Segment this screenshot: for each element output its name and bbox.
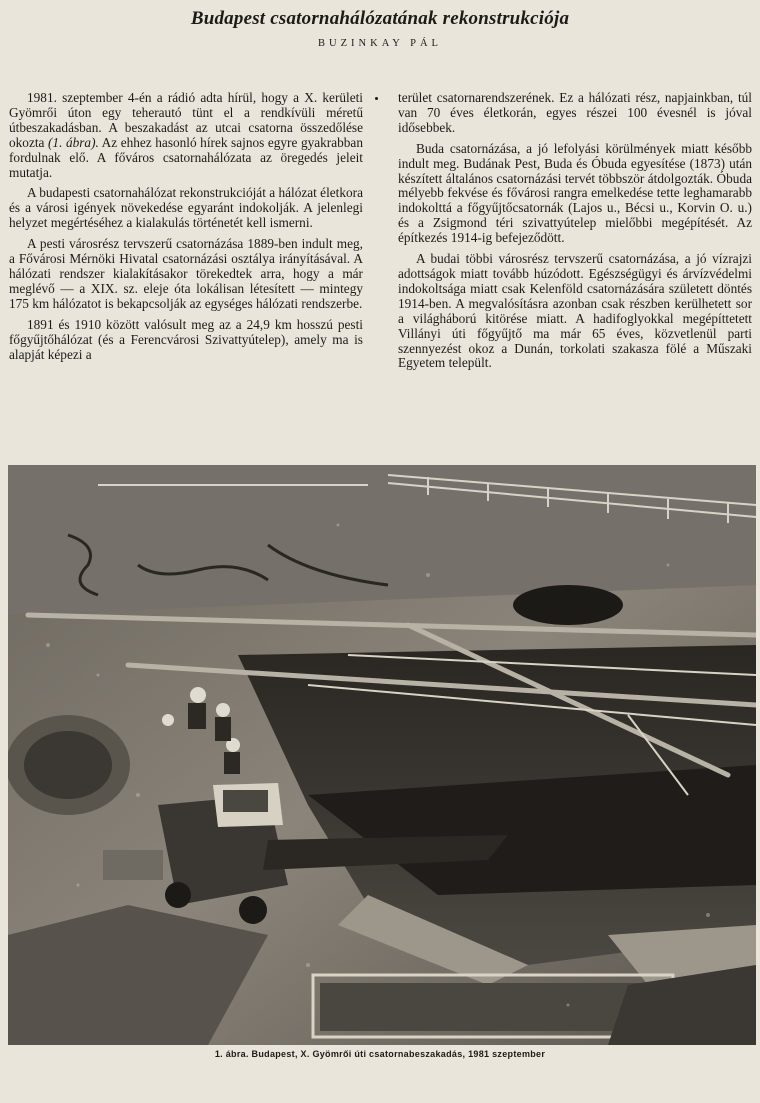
- paragraph: Buda csatornázása, a jó lefolyási körülmények miatt később indult meg. Budának Pest, Buda és Óbuda egyesítése (1873) után készített általános csatornázási tervét többször átdolgozták. Óbuda mélyebb fekvése és fővárosi rangra emelkedése tette leghamarabb indokolttá a főgyűjtőcsatornák (Lajos u., Bécsi u., Korvin O. u.) és a Zsigmond téri szivattyútelep mielőbbi megépítését. Az építkezés 1914-ig befejeződött.: [398, 140, 752, 246]
- figure-caption: 1. ábra. Budapest, X. Gyömrői úti csatornabeszakadás, 1981 szeptember: [214, 1049, 546, 1059]
- paragraph: 1891 és 1910 között valósult meg az a 24,9 km hosszú pesti főgyűjtőhálózat (és a Ferencvárosi Szivattyútelep), amely ma is alapját képezi a: [9, 316, 363, 362]
- left-column: [9, 91, 363, 368]
- right-column: [398, 91, 752, 377]
- road-collapse-photo: [8, 465, 756, 1045]
- paragraph: A pesti városrész tervszerű csatornázása 1889-ben indult meg, a Fővárosi Mérnöki Hivatal csatornázási osztálya irányításával. A hálózati rendszer kialakításakor törekedtek arra, hogy a már meglévő — a XIX. sz. eleje óta lokálisan létesített — mintegy 175 km hálózatot is bekapcsolják az egységes hálózati rendszerbe.: [9, 236, 363, 311]
- article-title: Budapest csatornahálózatának rekonstrukciója: [190, 8, 570, 29]
- paragraph: 1981. szeptember 4-én a rádió adta hírül, hogy a X. kerületi Gyömrői úton egy teherautó tünt el a rendkívüli méretű útbeszakadásban. A beszakadást az utcai csatorna összedőlése okozta (1. ábra). Az ehhez hasonló hírek sajnos egyre gyakrabban fordulnak elő. A főváros csatornahálózata az öregedés jeleit mutatja.: [9, 90, 363, 180]
- paragraph: A budai többi városrész tervszerű csatornázása, a jó vízrajzi adottságok miatt tovább húzódott. Egészségügyi és árvízvédelmi indokoltsága miatt csak Kelenföld csatornázására született döntés 1914-ben. A megvalósításra azonban csak részben kerülhetett sor a világháború kitörése miatt. A hadifoglyokkal megépíttetett Villányi úti főgyűjtő ma már 65 éves, közvetlenül parti szennyezést okoz a Dunán, torkolati szakasza fölé a Műszaki Egyetem települt.: [398, 251, 752, 371]
- article-author: BUZINKAY PÁL: [318, 38, 442, 49]
- paragraph: A budapesti csatornahálózat rekonstrukcióját a hálózat életkora és a városi igények növekedése egyaránt indokolják. A jelenlegi helyzet megértéséhez a kialakulás történetét kell ismerni.: [9, 185, 363, 231]
- column-divider-dot: [375, 97, 378, 100]
- paragraph: terület csatornarendszerének. Ez a hálózati rész, napjainkban, túl van 70 éves életkorán, egyes részei 100 évesnél is jóval idősebbek.: [398, 90, 752, 135]
